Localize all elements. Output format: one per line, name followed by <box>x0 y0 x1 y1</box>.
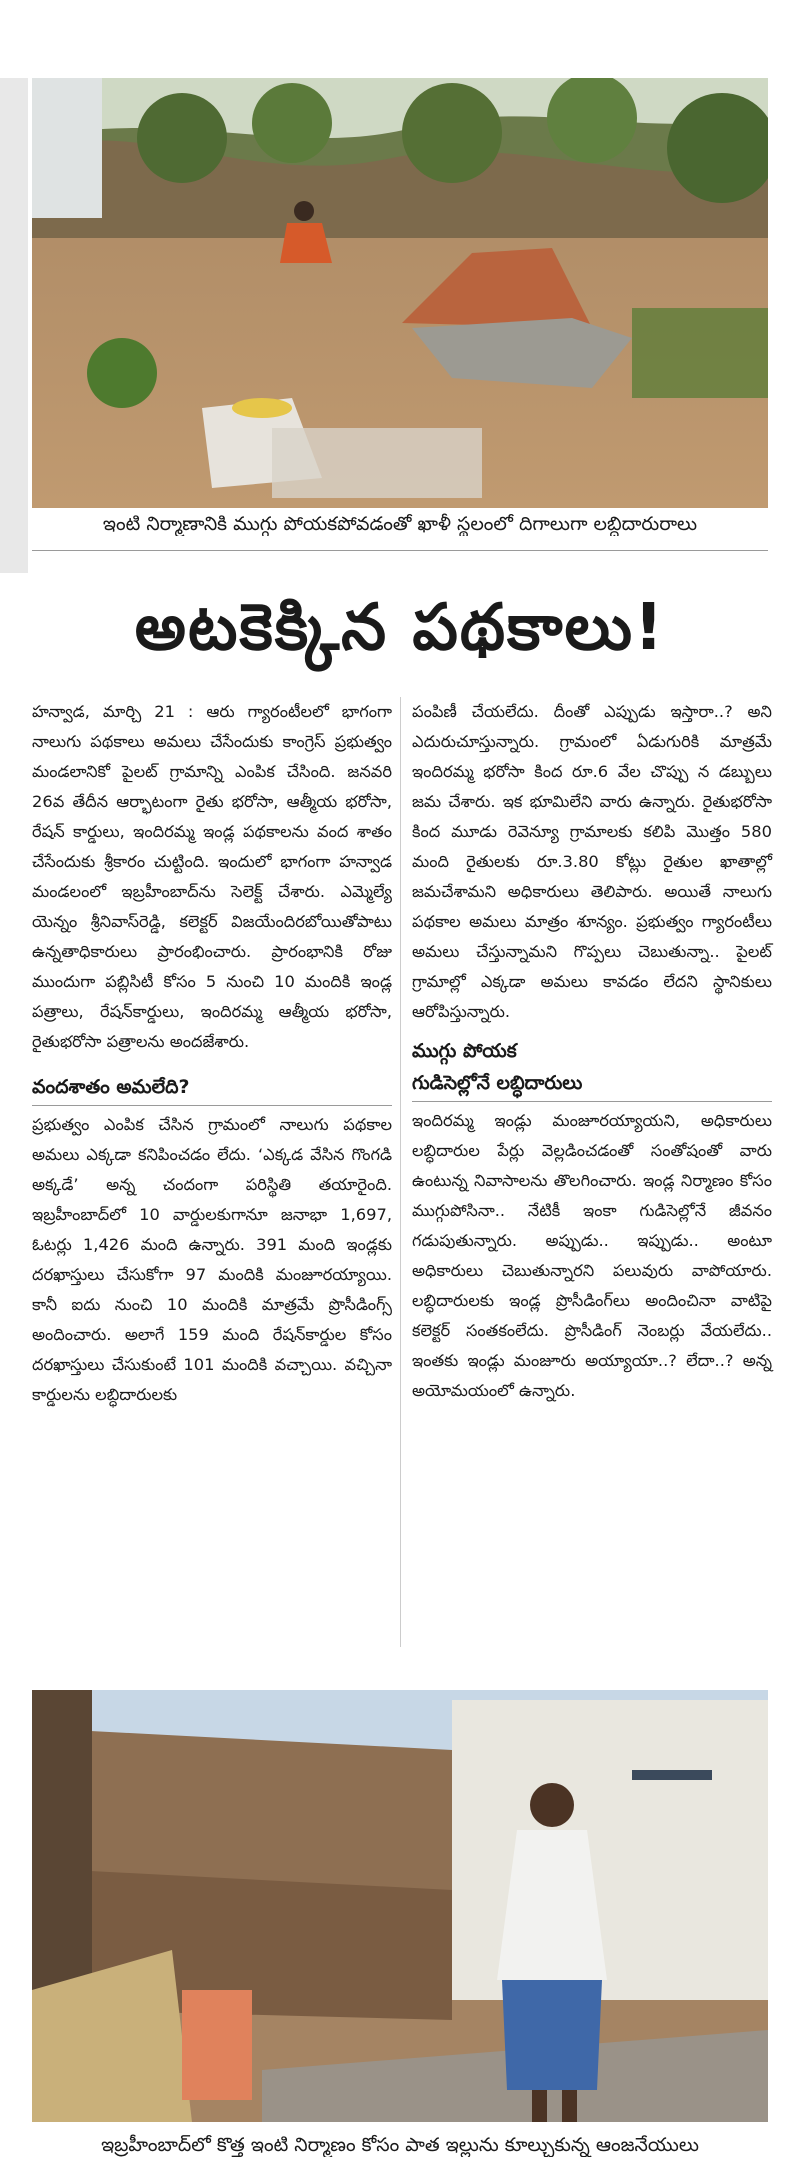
article-intro-paragraph: హన్వాడ, మార్చి 21 : ఆరు గ్యారంటీలలో భాగంగా నాలుగు పథకాలు అమలు చేసేందుకు కాంగ్రెస్‌ ప్రభుత్వం మండలానికో పైలట్‌ గ్రామాన్ని ఎంపిక చేసింది. జనవరి 26వ తేదీన ఆర్భాటంగా రైతు భరోసా, ఆత్మీయ భరోసా, రేషన్‌ కార్డులు, ఇందిరమ్మ ఇండ్ల పథకాలను వంద శాతం చేసేందుకు శ్రీకారం చుట్టింది. ఇందులో భాగంగా హన్వాడ మండలంలో ఇబ్రహీంబాద్‌ను సెలెక్ట్‌ చేశారు. ఎమ్మెల్యే యెన్నం శ్రీనివాస్‌రెడ్డి, కలెక్టర్‌ విజయేందిరబోయితోపాటు ఉన్నతాధికారులు ప్రారంభించారు. ప్రారంభానికి రోజు ముందుగా పబ్లిసిటీ కోసం 5 నుంచి 10 మందికి ఇండ్ల పత్రాలు, రేషన్‌కార్డులు, ఇందిరమ్మ ఆత్మీయ భరోసా, రైతుభరోసా పత్రాలను అందజేశారు. <box>32 702 392 1051</box>
caption-divider <box>32 550 768 551</box>
bottom-photo-caption: ఇబ్రహీంబాద్‌లో కొత్త ఇంటి నిర్మాణం కోసం పాత ఇల్లును కూల్చుకున్న ఆంజనేయులు <box>101 2134 699 2156</box>
article-body-paragraph: ఇందిరమ్మ ఇండ్లు మంజూరయ్యాయని, అధికారులు లబ్ధిదారుల పేర్లు వెల్లడించడంతో సంతోషంతో వారు ఉంటున్న నివాసాలను తొలగించారు. ఇండ్ల నిర్మాణం కోసం ముగ్గుపోసినా.. నేటికీ ఇంకా గుడిసెల్లోనే జీవనం గడుపుతున్నారు. అప్పుడు.. ఇప్పుడు.. అంటూ అధికారులు చెబుతున్నారని పలువురు వాపోయారు. లబ్ధిదారులకు ఇండ్ల ప్రొసీడింగ్‌లు అందించినా వాటిపై కలెక్టర్‌ సంతకంలేదు. ప్రొసీడింగ్‌ నెంబర్లు వేయలేదు.. ఇంతకు ఇండ్లు మంజూరు అయ్యాయా..? లేదా..? అన్న అయోమయంలో ఉన్నారు. <box>412 1111 772 1400</box>
subhead-underline <box>32 1105 392 1106</box>
article-continuation-paragraph: పంపిణీ చేయలేదు. దీంతో ఎప్పుడు ఇస్తారా..? అని ఎదురుచూస్తున్నారు. గ్రామంలో ఏడుగురికి మాత్రమే ఇందిరమ్మ భరోసా కింద రూ.6 వేల చొప్పు న డబ్బులు జమ చేశారు. ఇక భూమిలేని వారు ఉన్నారు. రైతుభరోసా కింద మూడు రెవెన్యూ గ్రామాలకు కలిపి మొత్తం 580 మంది రైతులకు రూ.3.80 కోట్లు రైతుల ఖాతాల్లో జమచేశామని అధికారులు తెలిపారు. అయితే నాలుగు పథకాల అమలు మాత్రం శూన్యం. ప్రభుత్వం గ్యారంటీలు అమలు చేస్తున్నామని గొప్పలు చెబుతున్నా.. పైలట్‌ గ్రామాల్లో ఎక్కడా అమలు కావడం లేదని స్థానికులు ఆరోపిస్తున్నారు. <box>412 702 772 1021</box>
top-photo-caption: ఇంటి నిర్మాణానికి ముగ్గు పోయకపోవడంతో ఖాళీ స్థలంలో దిగాలుగా లబ్ధిదారురాలు <box>102 513 698 535</box>
bottom-photo <box>32 1690 768 2122</box>
column-divider <box>400 697 401 1647</box>
headline: అటకెక్కిన పథకాలు! <box>134 591 666 665</box>
construction-site-photo-icon <box>32 78 768 508</box>
top-photo <box>32 78 768 508</box>
subhead-underline <box>412 1101 772 1102</box>
article-body-paragraph: ప్రభుత్వం ఎంపిక చేసిన గ్రామంలో నాలుగు పథకాల అమలు ఎక్కడా కనిపించడం లేదు. ‘ఎక్కడ వేసిన గొంగడి అక్కడే’ అన్న చందంగా పరిస్థితి తయారైంది. ఇబ్రహీంబాద్‌లో 10 వార్డులకుగానూ జనాభా 1,697, ఓటర్లు 1,426 మంది ఉన్నారు. 391 మంది ఇండ్లకు దరఖాస్తులు చేసుకోగా 97 మందికి మంజూరయ్యాయి. కానీ ఐదు నుంచి 10 మందికి మాత్రమే ప్రొసీడింగ్స్‌ అందించారు. అలాగే 159 మంది రేషన్‌కార్డుల కోసం దరఖాస్తులు చేసుకుంటే 101 మందికి వచ్చాయి. వచ్చినా కార్డులను లబ్ధిదారులకు <box>32 1115 392 1404</box>
page-edge-marker <box>0 78 28 573</box>
section-subhead: వందశాతం అమలేది? <box>32 1076 190 1098</box>
section-subhead-line1: ముగ్గు పోయక <box>412 1040 517 1062</box>
demolished-house-photo-icon <box>32 1690 768 2122</box>
article-right-column <box>412 697 772 1406</box>
section-subhead-line2: గుడిసెల్లోనే లబ్ధిదారులు <box>412 1072 583 1094</box>
article-left-column <box>32 697 392 1410</box>
